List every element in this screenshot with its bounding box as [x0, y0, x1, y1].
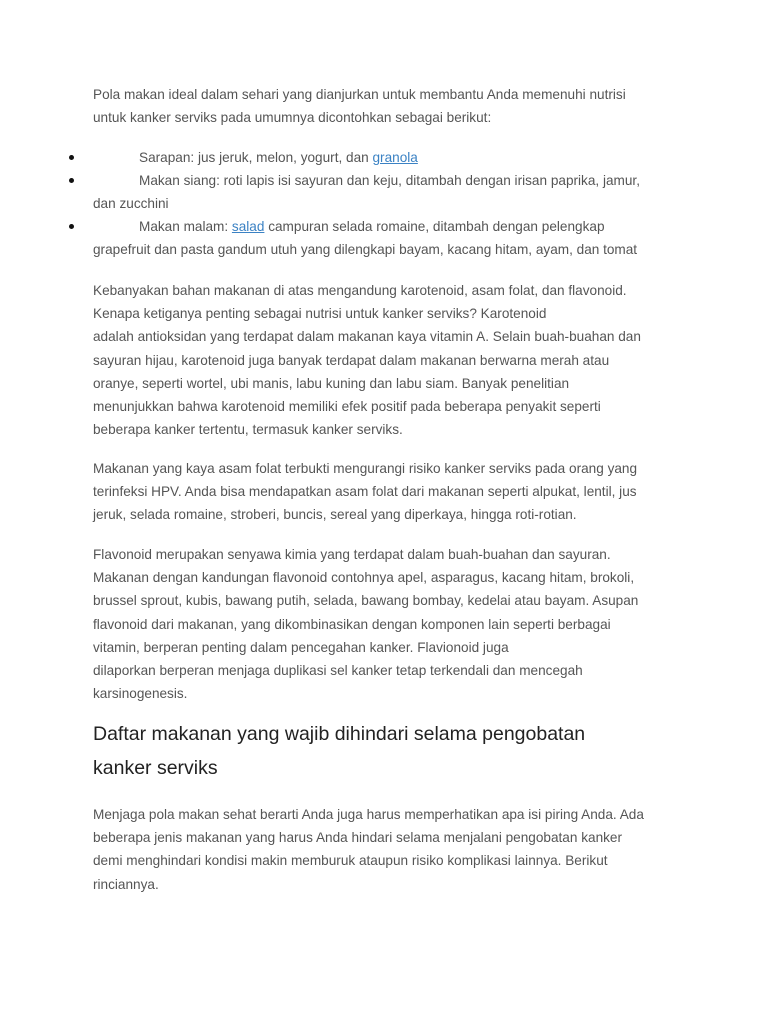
bullet-dot-icon — [69, 155, 74, 160]
paragraph-line: menunjukkan bahwa karotenoid memiliki efek positif pada beberapa penyakit seperti — [93, 399, 601, 415]
bullet-dot-icon — [69, 224, 74, 229]
bullet-dot-icon — [69, 178, 74, 183]
meal-lunch-line-1: Makan siang: roti lapis isi sayuran dan keju, ditambah dengan irisan paprika, jamur, — [139, 173, 640, 188]
paragraph-line: karsinogenesis. — [93, 686, 188, 702]
meal-breakfast-text: Sarapan: jus jeruk, melon, yogurt, dan — [139, 150, 373, 165]
flavonoid-paragraph — [93, 543, 683, 705]
paragraph-line: Flavonoid merupakan senyawa kimia yang terdapat dalam buah-buahan dan sayuran. — [93, 547, 611, 562]
meal-item-dinner — [93, 215, 683, 261]
paragraph-line: rinciannya. — [93, 876, 159, 892]
intro-line-1: Pola makan ideal dalam sehari yang dianjurkan untuk membantu Anda memenuhi nutrisi — [93, 87, 626, 102]
paragraph-line: Kenapa ketiganya penting sebagai nutrisi untuk kanker serviks? Karotenoid — [93, 306, 547, 322]
paragraph-line: beberapa kanker tertentu, termasuk kanker serviks. — [93, 422, 403, 438]
heading-line-2: kanker serviks — [93, 756, 218, 779]
paragraph-line: sayuran hijau, karotenoid juga banyak terdapat dalam makanan berwarna merah atau — [93, 352, 610, 368]
carotenoid-paragraph — [93, 279, 683, 441]
paragraph-line: flavonoid dari makanan, yang dikombinasikan dengan komponen lain seperti berbagai — [93, 616, 611, 632]
paragraph-line: demi menghindari kondisi makin memburuk ataupun risiko komplikasi lainnya. Berikut — [93, 853, 608, 869]
heading-line-1: Daftar makanan yang wajib dihindari selama pengobatan — [93, 723, 586, 745]
avoid-paragraph — [93, 803, 683, 896]
paragraph-line: vitamin, berperan penting dalam pencegahan kanker. Flavionoid juga — [93, 639, 509, 655]
meal-lunch-line-2: dan zucchini — [93, 196, 169, 212]
paragraph-line: dilaporkan berperan menjaga duplikasi sel kanker tetap terkendali dan mencegah — [93, 663, 583, 679]
paragraph-line: jeruk, selada romaine, stroberi, buncis, sereal yang diperkaya, hingga roti-rotian. — [93, 507, 577, 523]
paragraph-line: Kebanyakan bahan makanan di atas mengandung karotenoid, asam folat, dan flavonoid. — [93, 283, 627, 298]
section-heading — [93, 718, 693, 785]
paragraph-line: beberapa jenis makanan yang harus Anda hindari selama menjalani pengobatan kanker — [93, 830, 623, 846]
paragraph-line: oranye, seperti wortel, ubi manis, labu kuning dan labu siam. Banyak penelitian — [93, 375, 570, 391]
paragraph-line: adalah antioksidan yang terdapat dalam makanan kaya vitamin A. Selain buah-buahan dan — [93, 329, 641, 345]
paragraph-line: Menjaga pola makan sehat berarti Anda juga harus memperhatikan apa isi piring Anda. Ada — [93, 807, 644, 822]
paragraph-line: terinfeksi HPV. Anda bisa mendapatkan asam folat dari makanan seperti alpukat, lentil, jus — [93, 484, 637, 500]
paragraph-line: Makanan dengan kandungan flavonoid contohnya apel, asparagus, kacang hitam, brokoli, — [93, 570, 635, 586]
intro-paragraph — [93, 83, 683, 129]
meal-item-breakfast — [93, 146, 683, 169]
paragraph-line: brussel sprout, kubis, bawang putih, selada, bawang bombay, kedelai atau bayam. Asupan — [93, 593, 639, 609]
intro-line-2: untuk kanker serviks pada umumnya dicontohkan sebagai berikut: — [93, 110, 492, 126]
meal-dinner-prefix: Makan malam: — [139, 219, 232, 234]
salad-link[interactable]: salad — [231, 219, 265, 234]
meal-dinner-suffix: campuran selada romaine, ditambah dengan pelengkap — [264, 219, 605, 234]
granola-link[interactable]: granola — [372, 150, 418, 165]
paragraph-line: Makanan yang kaya asam folat terbukti mengurangi risiko kanker serviks pada orang yang — [93, 461, 638, 476]
meal-dinner-line-2: grapefruit dan pasta gandum utuh yang dilengkapi bayam, kacang hitam, ayam, dan tomat — [93, 242, 638, 258]
folate-paragraph — [93, 457, 683, 527]
meal-item-lunch — [93, 169, 683, 215]
